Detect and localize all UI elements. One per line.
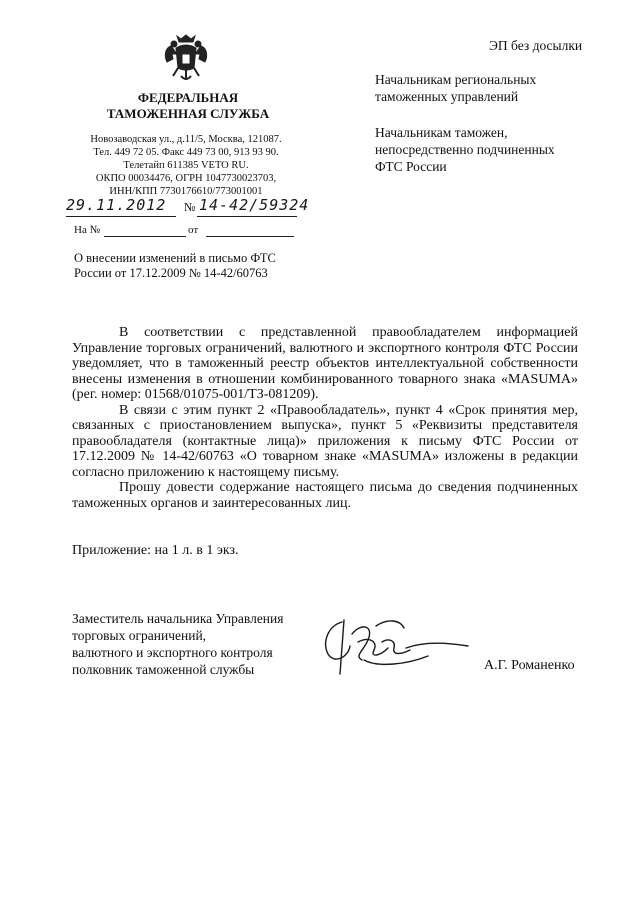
double-headed-eagle-emblem-icon <box>163 32 209 84</box>
position-line1: Заместитель начальника Управления <box>72 611 284 626</box>
attachment-note: Приложение: на 1 л. в 1 экз. <box>72 543 239 558</box>
registration-date: 29.11.2012 <box>66 196 167 214</box>
addressee1-line2: таможенных управлений <box>375 89 519 104</box>
position-line3: валютного и экспортного контроля <box>72 645 273 660</box>
reply-number-line <box>104 236 186 237</box>
body-paragraph-1: В соответствии с представленной правообладателем информацией Управление торговых ограничений, валютного и экспортного контроля ФТС России уведомляет, что в таможенный реестр объектов интеллектуальной собственности внесены изменения в отношении комбинированного товарного знака «MASUMA» (рег. номер: 01568/01075-001/ТЗ-081209). <box>72 325 578 402</box>
signatory-name: А.Г. Романенко <box>484 658 575 673</box>
addressee2-line3: ФТС России <box>375 159 447 174</box>
handwritten-signature-icon <box>318 612 476 684</box>
reply-from-label: от <box>188 224 199 236</box>
subject-line2: России от 17.12.2009 № 14-42/60763 <box>74 266 268 280</box>
addressee2-line1: Начальникам таможен, <box>375 125 508 140</box>
addressee2-line2: непосредственно подчиненных <box>375 142 555 157</box>
address-line5: ИНН/КПП 7730176610/773001001 <box>109 186 263 197</box>
address-line2: Тел. 449 72 05. Факс 449 73 00, 913 93 90. <box>93 147 279 158</box>
body-paragraph-2: В связи с этим пункт 2 «Правообладатель», пункт 4 «Срок принятия мер, связанных с приостановлением выпуска», пункт 5 «Реквизиты представителя правообладателя (контактные лица)» приложения к письму ФТС России от 17.12.2009 № 14-42/60763 «О товарном знаке «MASUMA» изложены в редакции согласно приложению к настоящему письму. <box>72 402 578 480</box>
subject-line1: О внесении изменений в письмо ФТС <box>74 251 276 265</box>
position-line2: торговых ограничений, <box>72 628 207 643</box>
addressee1-line1: Начальникам региональных <box>375 72 537 87</box>
number-underline <box>197 216 297 217</box>
date-underline <box>66 216 176 217</box>
letter-body <box>72 325 578 511</box>
signatory-position <box>72 610 322 678</box>
reply-date-line <box>206 236 294 237</box>
registration-number: 14-42/59324 <box>199 196 310 214</box>
position-line4: полковник таможенной службы <box>72 662 255 677</box>
reply-to-label: На № <box>74 224 101 236</box>
registration-number-label: № <box>184 200 196 214</box>
distribution-note: ЭП без досылки <box>489 38 583 53</box>
address-line4: ОКПО 00034476, ОГРН 1047730023703, <box>95 173 277 184</box>
org-name-line1: ФЕДЕРАЛЬНАЯ <box>137 90 239 105</box>
address-line1: Новозаводская ул., д.11/5, Москва, 121087. <box>90 134 282 145</box>
body-paragraph-3: Прошу довести содержание настоящего письма до сведения подчиненных таможенных органов и заинтересованных лиц. <box>72 480 578 511</box>
address-line3: Телетайп 611385 VETO RU. <box>123 160 249 171</box>
org-name-line2: ТАМОЖЕННАЯ СЛУЖБА <box>106 106 270 121</box>
